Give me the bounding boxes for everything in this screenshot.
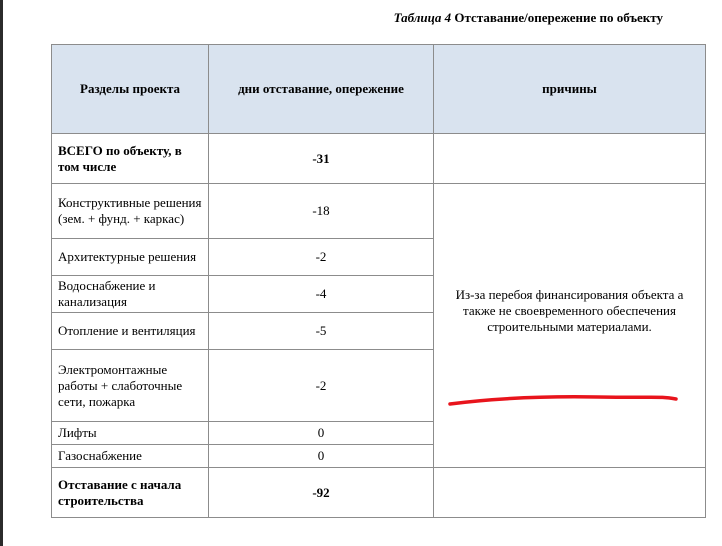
table-number: Таблица 4 [393, 10, 452, 25]
red-underline-annotation [448, 393, 678, 409]
footer-row [52, 468, 706, 518]
header-row [52, 45, 706, 134]
header-sections: Разделы проекта [52, 45, 209, 134]
total-row [52, 134, 706, 184]
header-days: дни отставание, опережение [209, 45, 434, 134]
row-section: Газоснабжение [52, 445, 209, 468]
row-days: -4 [209, 276, 434, 313]
total-reason [434, 134, 706, 184]
row-days: -18 [209, 184, 434, 239]
row-section: Архитектурные решения [52, 239, 209, 276]
window-left-edge [0, 0, 3, 546]
table-caption [394, 10, 663, 26]
footer-days: -92 [209, 468, 434, 518]
total-days: -31 [209, 134, 434, 184]
row-section: Лифты [52, 422, 209, 445]
footer-reason [434, 468, 706, 518]
header-reasons: причины [434, 45, 706, 134]
total-label: ВСЕГО по объекту, в том числе [52, 134, 209, 184]
row-days: 0 [209, 422, 434, 445]
row-section: Отопление и вентиляция [52, 313, 209, 350]
reason-text: Из-за перебоя финансирования объекта а также не своевременного обеспечения строительными материалами. [455, 286, 684, 334]
row-section: Электромонтажные работы + слаботочные сети, пожарка [52, 350, 209, 422]
footer-label: Отставание с начала строительства [52, 468, 209, 518]
table-row [52, 184, 706, 239]
row-days: -2 [209, 239, 434, 276]
lag-table [51, 44, 706, 518]
row-days: -5 [209, 313, 434, 350]
row-section: Конструктивные решения (зем. + фунд. + каркас) [52, 184, 209, 239]
table-title: Отставание/опережение по объекту [454, 10, 663, 25]
row-days: 0 [209, 445, 434, 468]
reason-cell [434, 184, 706, 468]
row-section: Водоснабжение и канализация [52, 276, 209, 313]
row-days: -2 [209, 350, 434, 422]
